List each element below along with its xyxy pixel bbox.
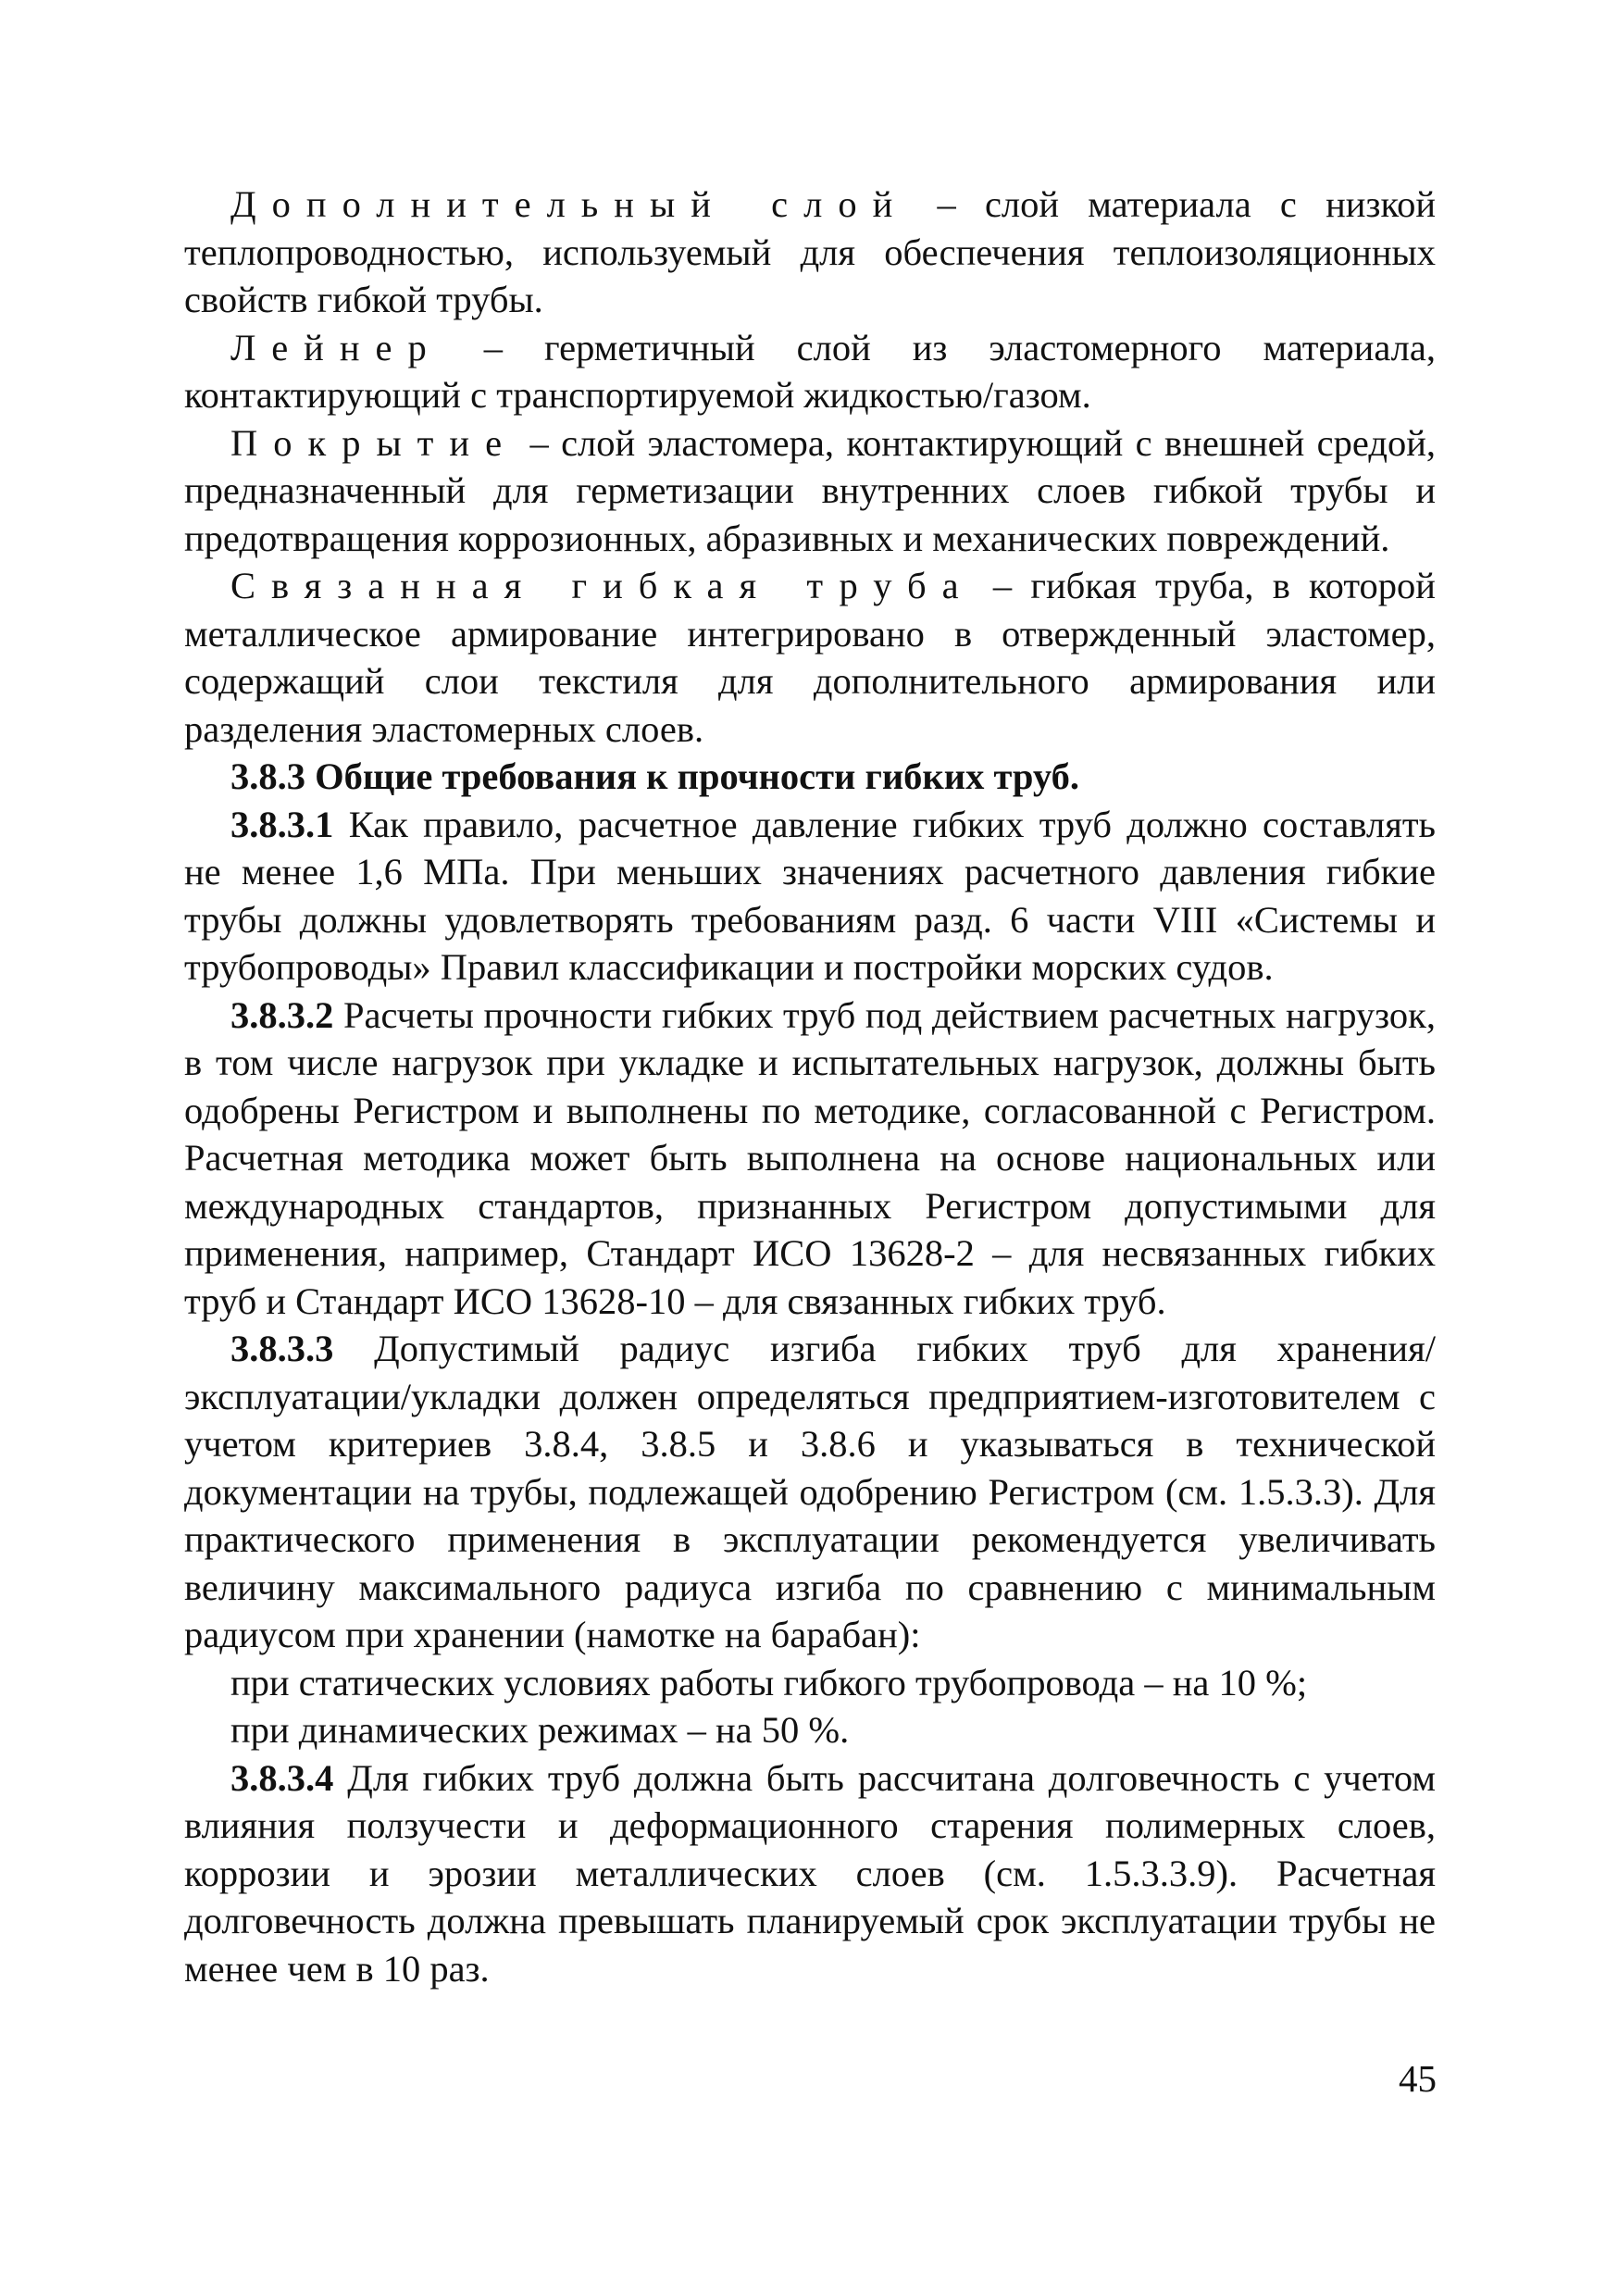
definition-text: – слой эластомера, контактирующий с внешней средой, предназначенный для герметизации внутренних слоев гибкой трубы и предотвращения коррозионных, абразивных и механических повреждений. [184,421,1436,559]
clause-text: Допустимый радиус изгиба гибких труб для хранения/эксплуатации/укладки должен определяться предприятием-изготовителем с учетом критериев 3.8.4, 3.8.5 и 3.8.6 и указываться в технической документации на трубы, подлежащей одобрению Регистром (см. 1.5.3.3). Для практического применения в эксплуатации рекомендуется увеличивать величину максимального радиуса изгиба по сравнению с минимальным радиусом при хранении (намотке на барабан): [184,1328,1436,1655]
list-item: при статических условиях работы гибкого трубопровода – на 10 %; [230,1661,1308,1703]
clause-text: Расчеты прочности гибких труб под действием расчетных нагрузок, в том числе нагрузок при укладке и испытательных нагрузок, должны быть одобрены Регистром и выполнены по методике, согласованной с Регистром. Расчетная методика может быть выполнена на основе национальных или международных стандартов, признанных Регистром допустимыми для применения, например, Стандарт ИСО 13628-2 – для несвязанных гибких труб и Стандарт ИСО 13628-10 – для связанных гибких труб. [184,993,1436,1322]
list-item: при динамических режимах – на 50 %. [230,1709,850,1751]
term-additional-layer: Дополнительный слой [230,183,909,225]
term-bonded-flexible-pipe: Связанная гибкая труба [230,565,975,606]
definition-paragraph [184,181,1436,324]
term-coating: Покрытие [230,421,518,464]
page-body [184,181,1436,1992]
definition-text: – герметичный слой из эластомерного материала, контактирующий с транспортируемой жидкостью/газом. [184,326,1436,416]
clause-text: Для гибких труб должна быть рассчитана долговечность с учетом влияния ползучести и деформационного старения полимерных слоев, коррозии и эрозии металлических слоев (см. 1.5.3.3.9). Расчетная долговечность должна превышать планируемый срок эксплуатации трубы не менее чем в 10 раз. [184,1756,1436,1990]
definition-paragraph [184,562,1436,753]
clause-number: 3.8.3.3 [230,1328,334,1369]
term-liner: Лейнер [230,326,442,368]
definition-paragraph [184,324,1436,419]
definition-paragraph [184,419,1436,563]
clause-paragraph [184,1325,1436,1659]
definition-text: – слой материала с низкой теплопроводностью, используемый для обеспечения теплоизоляционных свойств гибкой трубы. [184,183,1436,320]
section-heading: 3.8.3 Общие требования к прочности гибких труб. [230,755,1079,797]
clause-number: 3.8.3.4 [230,1756,334,1799]
definition-text: – гибкая труба, в которой металлическое армирование интегрировано в отвержденный эластомер, содержащий слои текстиля для дополнительного армирования или разделения эластомерных слоев. [184,565,1436,750]
clause-text: Как правило, расчетное давление гибких труб должно составлять не менее 1,6 МПа. При меньших значениях расчетного давления гибкие трубы должны удовлетворять требованиям разд. 6 части VIII «Системы и трубопроводы» Правил классификации и постройки морских судов. [184,803,1436,988]
clause-paragraph [184,1754,1436,1993]
clause-number: 3.8.3.2 [230,993,334,1036]
clause-paragraph [184,992,1436,1326]
page-number: 45 [1399,2057,1437,2100]
clause-paragraph [184,801,1436,992]
clause-number: 3.8.3.1 [230,803,334,845]
